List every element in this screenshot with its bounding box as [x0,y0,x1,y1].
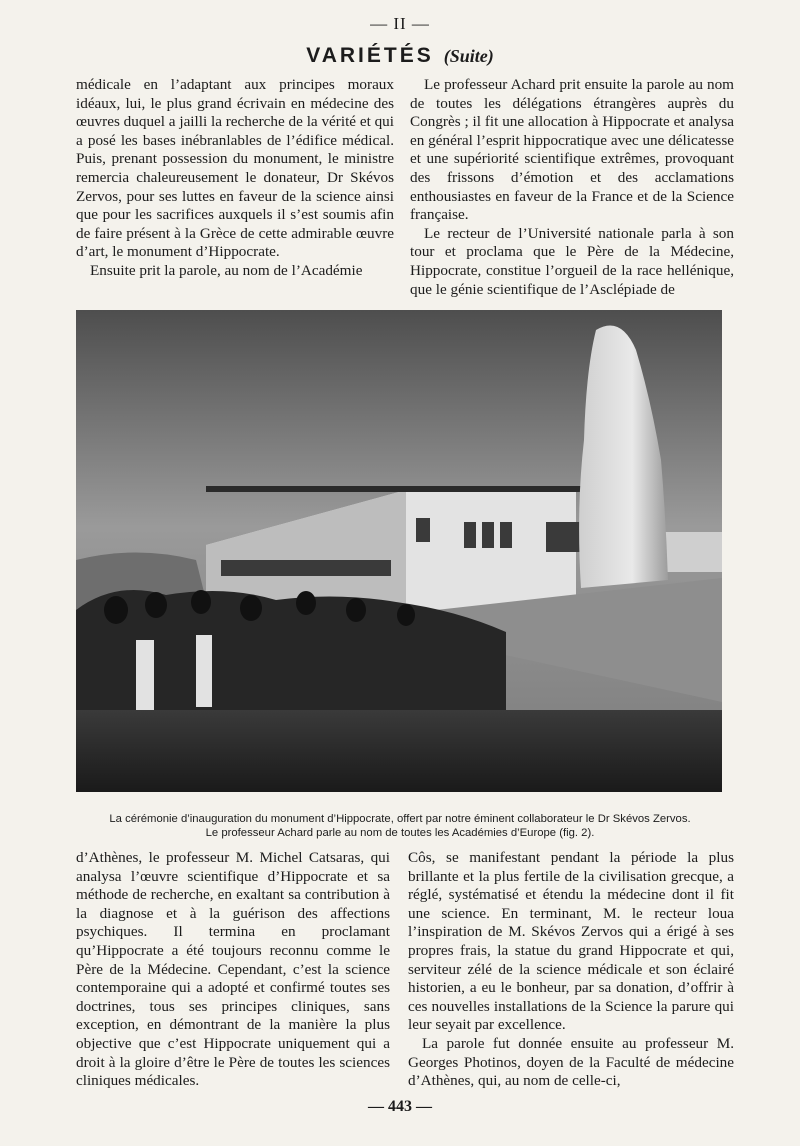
paragraph: Le professeur Achard prit ensuite la parole au nom de toutes les délégations étrangères auprès du Congrès ; il fit une allocation à Hippocrate et analysa en général l’esprit hippocratique avec une délicatesse et une supériorité scientifique extrêmes, provoquant des frissons d’émotion et des acclamations enthousiastes en faveur de la France et de la Science française. [410,76,734,224]
inauguration-photograph [76,310,722,792]
column-top-left [76,76,394,281]
paragraph: d’Athènes, le professeur M. Michel Catsaras, qui analysa l’œuvre scientifique d’Hippocrate et sa méthode de recherche, en exaltant sa contribution à la diagnose et à la guérison des affections psychiques. Il termina en proclamant qu’Hippocrate a été toujours reconnu comme le Père de la Médecine. Cependant, c’est la science contemporaine qui a adopté et confirmé toutes ses doctrines, tous ses principes cliniques, sans exception, en démontrant de la manière la plus objective que c’est Hippocrate uniquement qui a droit à la gloire d’être le Père de toutes les sciences cliniques médicales. [76,849,390,1090]
section-title: VARIÉTÉS [306,44,434,67]
page-number: — 443 — [368,1098,432,1115]
paragraph: Le recteur de l’Université nationale parla à son tour et proclama que le Père de la Médecine, Hippocrate, constitue l’orgueil de la race hellénique, que le génie scientifique de l’Asclépiade de [410,224,734,298]
column-bottom-right [408,849,734,1091]
page-marker: — II — [370,14,430,33]
photo-illustration [76,310,722,792]
column-bottom-left [76,849,390,1091]
paragraph: La parole fut donnée ensuite au professeur M. Georges Photinos, doyen de la Faculté de médecine d’Athènes, qui, au nom de celle-ci, [408,1034,734,1090]
section-heading [0,44,800,68]
section-subtitle: (Suite) [443,46,494,66]
caption-line: Le professeur Achard parle au nom de toutes les Académies d’Europe (fig. 2). [205,827,595,839]
paragraph: médicale en l’adaptant aux principes moraux idéaux, lui, le plus grand écrivain en médecine des œuvres duquel a jailli la recherche de la vérité et qui a posé les bases inébranlables de l’édifice médical. Puis, prenant possession du monument, le ministre remercia chaleureusement le donateur, Dr Skévos Zervos, pour ses luttes en faveur de la science ainsi que pour les sacrifices auxquels il s’est soumis afin de faire présent à la Grèce de cette admirable œuvre d’art, le monument d’Hippocrate. [76,76,394,261]
caption-line: La cérémonie d’inauguration du monument d’Hippocrate, offert par notre éminent collaborateur le Dr Skévos Zervos. [109,813,691,825]
photo-caption [60,812,740,840]
column-top-right [410,76,734,299]
paragraph: Ensuite prit la parole, au nom de l’Académie [90,261,363,279]
paragraph: Côs, se manifestant pendant la période la plus brillante et la plus fertile de la civilisation grecque, a réglé, systématisé et étendu la médecine dont il fit une science. En terminant, M. le recteur loua l’inspiration de M. Skévos Zervos qui a érigé à ses propres frais, la statue du grand Hippocrate et qui, serviteur zélé de la science médicale et son éclairé historien, a eu le bonheur, par sa donation, d’offrir à ces nouvelles installations de la Science la parure qui leur seyait par excellence. [408,849,734,1034]
